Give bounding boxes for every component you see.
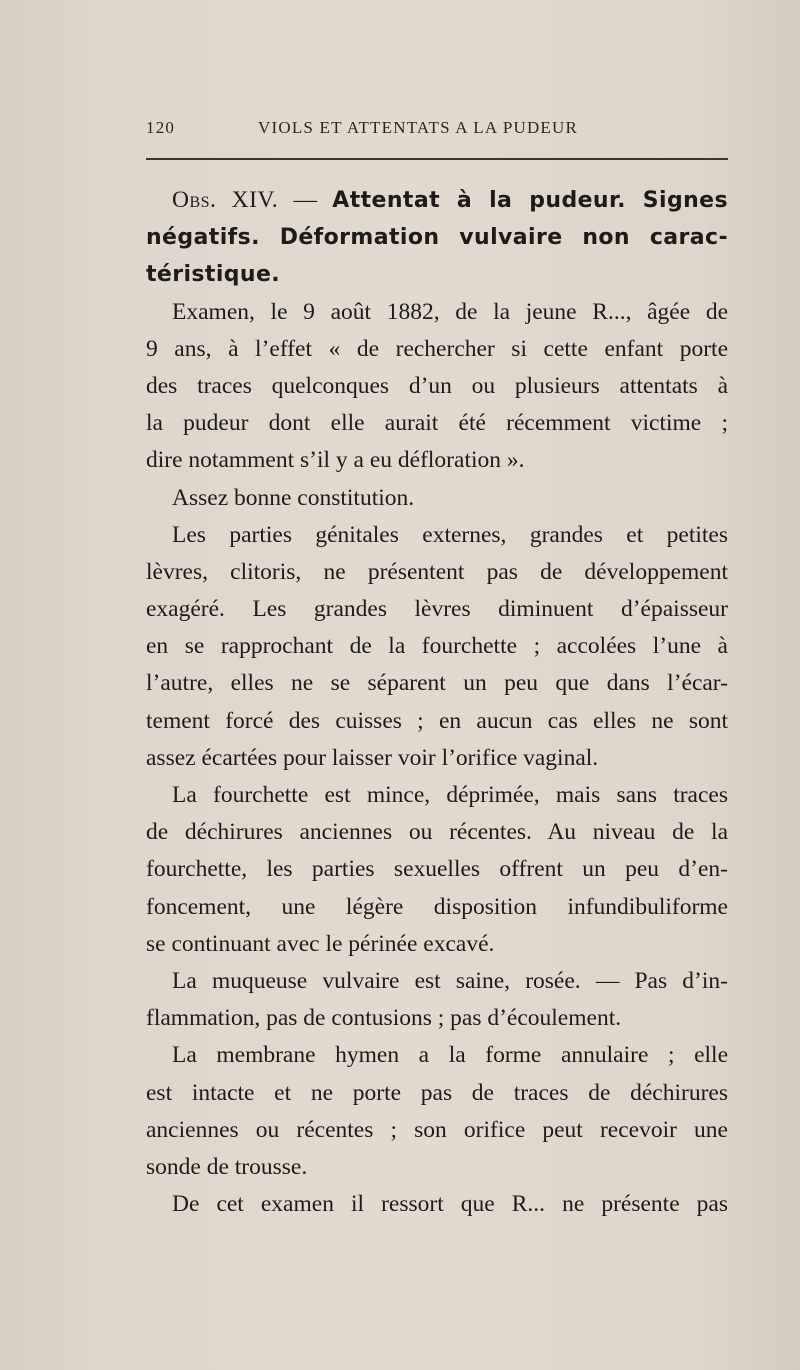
text-line: La muqueuse vulvaire est saine, rosée. — Pas d’in-: [172, 967, 728, 994]
text-line: se continuant avec le périnée excavé.: [146, 930, 495, 957]
text-line: foncement, une légère disposition infundibuliforme: [146, 893, 728, 920]
text-line: De cet examen il ressort que R... ne présente pas: [172, 1191, 728, 1218]
text-line: lèvres, clitoris, ne présentent pas de développement: [146, 558, 728, 585]
text-line: la pudeur dont elle aurait été récemment victime ;: [146, 410, 728, 437]
text-line: exagéré. Les grandes lèvres diminuent d’épaisseur: [146, 596, 728, 623]
text-line: La fourchette est mince, déprimée, mais sans traces: [172, 782, 728, 808]
running-title: VIOLS ET ATTENTATS A LA PUDEUR: [258, 118, 579, 137]
text-line: fourchette, les parties sexuelles offrent un peu d’en-: [146, 856, 728, 883]
observation-heading-line-2: [146, 219, 728, 256]
text-line: dire notamment s’il y a eu défloration ».: [146, 447, 525, 474]
text-line: Les parties génitales externes, grandes et petites: [172, 521, 728, 548]
text-line: est intacte et ne porte pas de traces de déchirures: [146, 1079, 728, 1106]
observation-title-part-3: téristique.: [146, 262, 281, 288]
text-line: sonde de trousse.: [146, 1153, 308, 1180]
body-text: [146, 182, 728, 1223]
text-line: Examen, le 9 août 1882, de la jeune R..., âgée de: [172, 298, 728, 325]
observation-title-part-1: Attentat à la pudeur. Signes: [332, 188, 728, 213]
text-line: de déchirures anciennes ou récentes. Au niveau de la: [146, 819, 728, 846]
text-line: des traces quelconques d’un ou plusieurs attentats à: [146, 372, 728, 399]
text-line: en se rapprochant de la fourchette ; accolées l’une à: [146, 633, 728, 660]
text-line: l’autre, elles ne se séparent un peu que dans l’écar-: [146, 670, 728, 697]
observation-heading-line-1: [146, 182, 728, 219]
observation-label: Obs. XIV. —: [172, 187, 318, 213]
page-number: 120: [146, 118, 176, 137]
page-header: [146, 118, 726, 148]
observation-heading-line-3: [146, 256, 728, 293]
text-line: Assez bonne constitution.: [172, 484, 415, 511]
text-line: anciennes ou récentes ; son orifice peut recevoir une: [146, 1116, 728, 1143]
header-rule: [146, 158, 728, 160]
text-line: La membrane hymen a la forme annulaire ; elle: [172, 1042, 728, 1069]
text-line: assez écartées pour laisser voir l’orifice vaginal.: [146, 744, 599, 771]
text-line: 9 ans, à l’effet « de rechercher si cette enfant porte: [146, 335, 728, 362]
observation-title-part-2: négatifs. Déformation vulvaire non carac-: [146, 225, 728, 251]
text-line: flammation, pas de contusions ; pas d’écoulement.: [146, 1005, 622, 1032]
text-line: tement forcé des cuisses ; en aucun cas elles ne sont: [146, 707, 728, 734]
